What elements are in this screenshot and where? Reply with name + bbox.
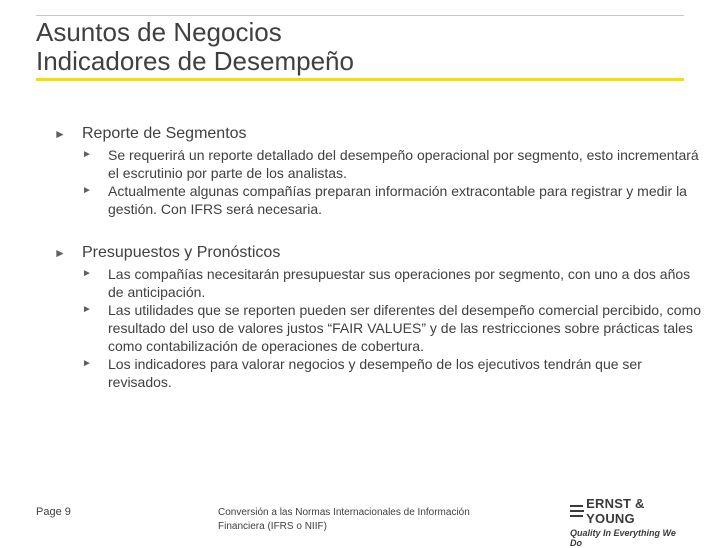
bullet-text: Las utilidades que se reporten pueden ser diferentes del desempeño comercial percibido, como resultado del uso de valores justos “FAIR VALUES” y de las restricciones sobre prácticas tales como contabilización de operaciones de cobertura. [108, 302, 702, 354]
logo-name: ERNST & YOUNG [586, 496, 645, 526]
section-heading-text: Presupuestos y Pronósticos [82, 244, 281, 261]
title-line-1: Asuntos de Negocios [36, 17, 282, 47]
arrow-bullet-icon: ► [54, 246, 66, 260]
page-title [36, 18, 354, 76]
logo-mark-icon [570, 505, 583, 517]
logo-tagline: Quality In Everything We Do [570, 528, 676, 548]
bullet-list [82, 146, 702, 218]
section-heading [54, 243, 704, 263]
bullet-text: Las compañías necesitarán presupuestar sus operaciones por segmento, con uno a dos años de anticipación. [108, 266, 691, 300]
list-item [82, 355, 702, 391]
bullet-text: Los indicadores para valorar negocios y desempeño de los ejecutivos tendrán que ser revisados. [108, 356, 642, 390]
list-item [82, 301, 702, 355]
list-item [82, 182, 702, 218]
bullet-list [82, 265, 702, 391]
bullet-text: Se requerirá un reporte detallado del desempeño operacional por segmento, esto incrementará el escrutinio por parte de los analistas. [108, 147, 699, 181]
page-number: Page 9 [36, 506, 71, 518]
arrow-bullet-icon: ► [82, 149, 92, 160]
section-reporte-segmentos [54, 124, 704, 218]
list-item [82, 265, 702, 301]
arrow-bullet-icon: ► [82, 304, 92, 315]
section-presupuestos-pronosticos [54, 243, 704, 391]
section-heading [54, 124, 704, 144]
section-heading-text: Reporte de Segmentos [82, 125, 247, 142]
list-item [82, 146, 702, 182]
arrow-bullet-icon: ► [82, 358, 92, 369]
bullet-text: Actualmente algunas compañías preparan información extracontable para registrar y medir la gestión. Con IFRS será necesaria. [108, 183, 687, 217]
title-line-2: Indicadores de Desempeño [36, 46, 354, 76]
ernst-young-logo [570, 496, 690, 548]
footer-caption: Conversión a las Normas Internacionales de Información Financiera (IFRS o NIIF) [218, 507, 470, 532]
arrow-bullet-icon: ► [54, 127, 66, 141]
arrow-bullet-icon: ► [82, 185, 92, 196]
arrow-bullet-icon: ► [82, 268, 92, 279]
top-rule [36, 15, 684, 16]
title-underline [36, 78, 684, 81]
